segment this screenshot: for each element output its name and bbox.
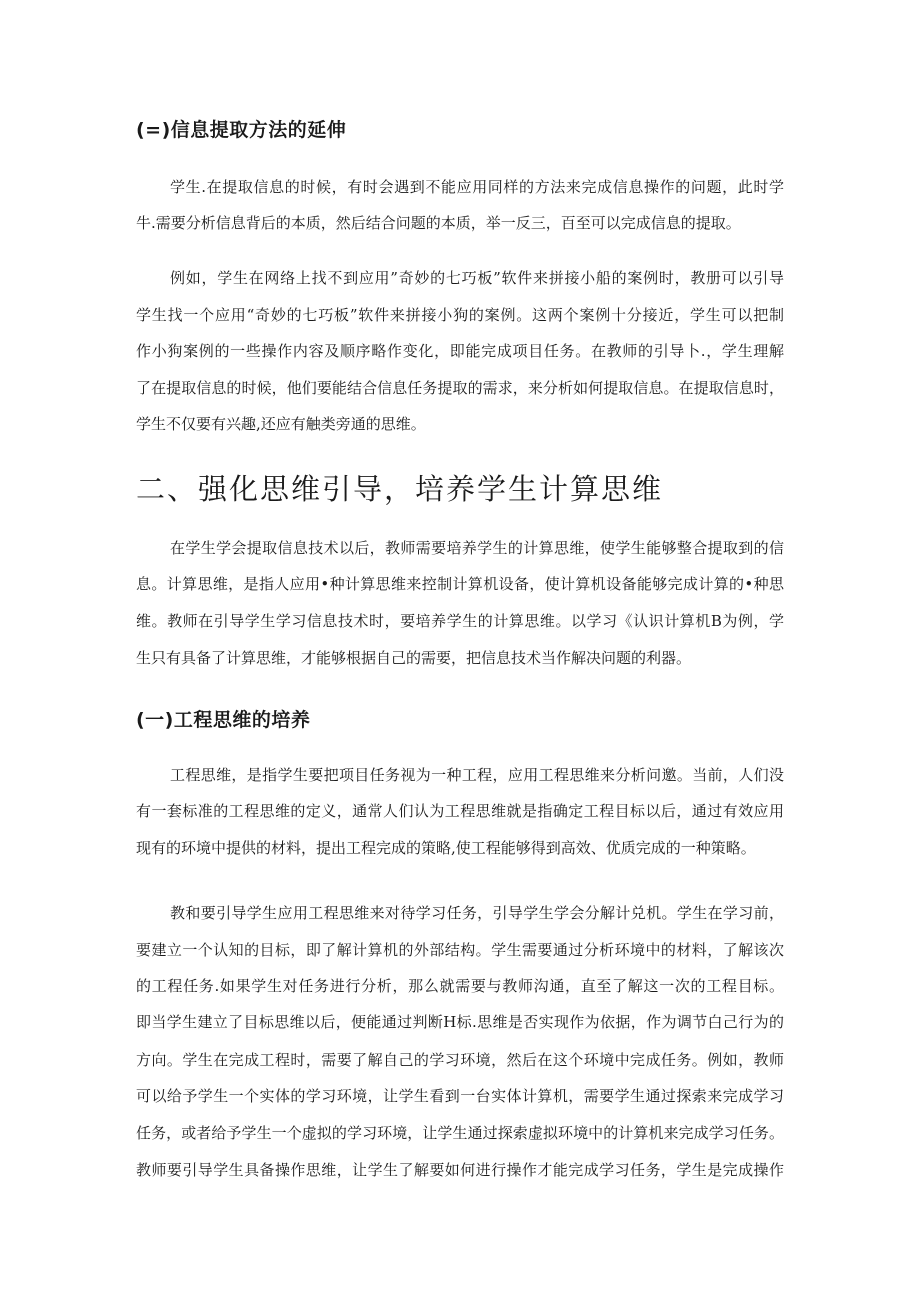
paragraph-line: 现有的环境中提供的材料，提出工程完成的策略,使工程能够得到高效、优质完成的一种策略。 (136, 839, 756, 857)
paragraph-line: 维。教师在引导学生学习信息技术时，要培养学生的计算思维。以学习《认识计算机B为例，学 (136, 612, 784, 630)
paragraph-line: 的工程任务.如果学生对任务进行分析，那么就需要与教师沟通，直至了解这一次的工程目标。 (136, 977, 784, 995)
paragraph-line: 可以给予学生一个实体的学习环境，让学生看到一台实体计算机，需要学生通过探索来完成学习 (136, 1087, 784, 1105)
paragraph-line: 学生.在提取信息的时候，有时会遇到不能应用同样的方法来完成信息操作的问题，此时学 (170, 178, 784, 196)
paragraph-line: 作小狗案例的一些操作内容及顺序略作变化，即能完成项目任务。在教师的引导卜.，学生理解 (136, 342, 784, 360)
paragraph-line: 学生不仅要有兴趣,还应有触类旁通的思维。 (136, 415, 426, 433)
section-heading: (=)信息提取方法的延伸 (136, 119, 347, 141)
paragraph-line: 方向。学生在完成工程时，需要了解自己的学习环境，然后在这个环境中完成任务。例如，教师 (136, 1051, 784, 1069)
chapter-heading: 二、强化思维引导，培养学生计算思维 (136, 472, 664, 506)
paragraph-line: 息。计算思维，是指人应用•种计算思维来控制计算机设备，使计算机设备能够完成计算的•种思 (136, 575, 784, 593)
paragraph-line: 任务，或者给予学生一个虚拟的学习环境，让学生通过探索虚拟环境中的计算机来完成学习任务。 (136, 1124, 784, 1142)
paragraph-line: 工程思维，是指学生要把项目任务视为一种工程，应用工程思维来分析问邀。当前，人们没 (170, 766, 784, 784)
paragraph-line: 例如，学生在网络上找不到应用”奇妙的七巧板”软件来拼接小船的案例时，教册可以引导 (170, 269, 784, 287)
paragraph-line: 教和要引导学生应用工程思维来对待学习任务，引导学生学会分解计兑机。学生在学习前， (170, 904, 784, 922)
paragraph-line: 即当学生建立了目标思维以后，便能通过判断H标.思维是否实现作为依据，作为调节白己行为的 (136, 1013, 784, 1031)
paragraph-line: 有一套标准的工程思维的定义，通常人们认为工程思维就是指确定工程目标以后，通过有效应用 (136, 802, 784, 820)
paragraph-line: 生只有具备了计算思维，才能够根据自己的需要，把信息技术当作解决问题的利器。 (136, 649, 692, 667)
paragraph-line: 牛.需要分析信息背后的本质，然后结合问题的本质，举一反三，百至可以完成信息的提取。 (136, 214, 741, 232)
section-heading: (一)工程思维的培养 (136, 709, 311, 731)
paragraph-line: 教师要引导学生具备操作思维，让学生了解要如何进行操作才能完成学习任务，学生是完成操作 (136, 1161, 784, 1179)
paragraph-line: 学生找一个应用“奇妙的七巧板”软件来拼接小狗的案例。这两个案例十分接近，学生可以把制 (136, 306, 784, 324)
paragraph-line: 要建立一个认知的目标，即了解计算机的外部结构。学生需要通过分析环境中的材料，了解该次 (136, 941, 784, 959)
paragraph-line: 了在提取信息的时候，他们要能结合信息任务提取的需求，来分析如何提取信息。在提取信息时， (136, 379, 784, 397)
paragraph-line: 在学生学会提取信息技术以后，教师需要培养学生的计算思维，使学生能够整合提取到的信 (170, 539, 784, 557)
